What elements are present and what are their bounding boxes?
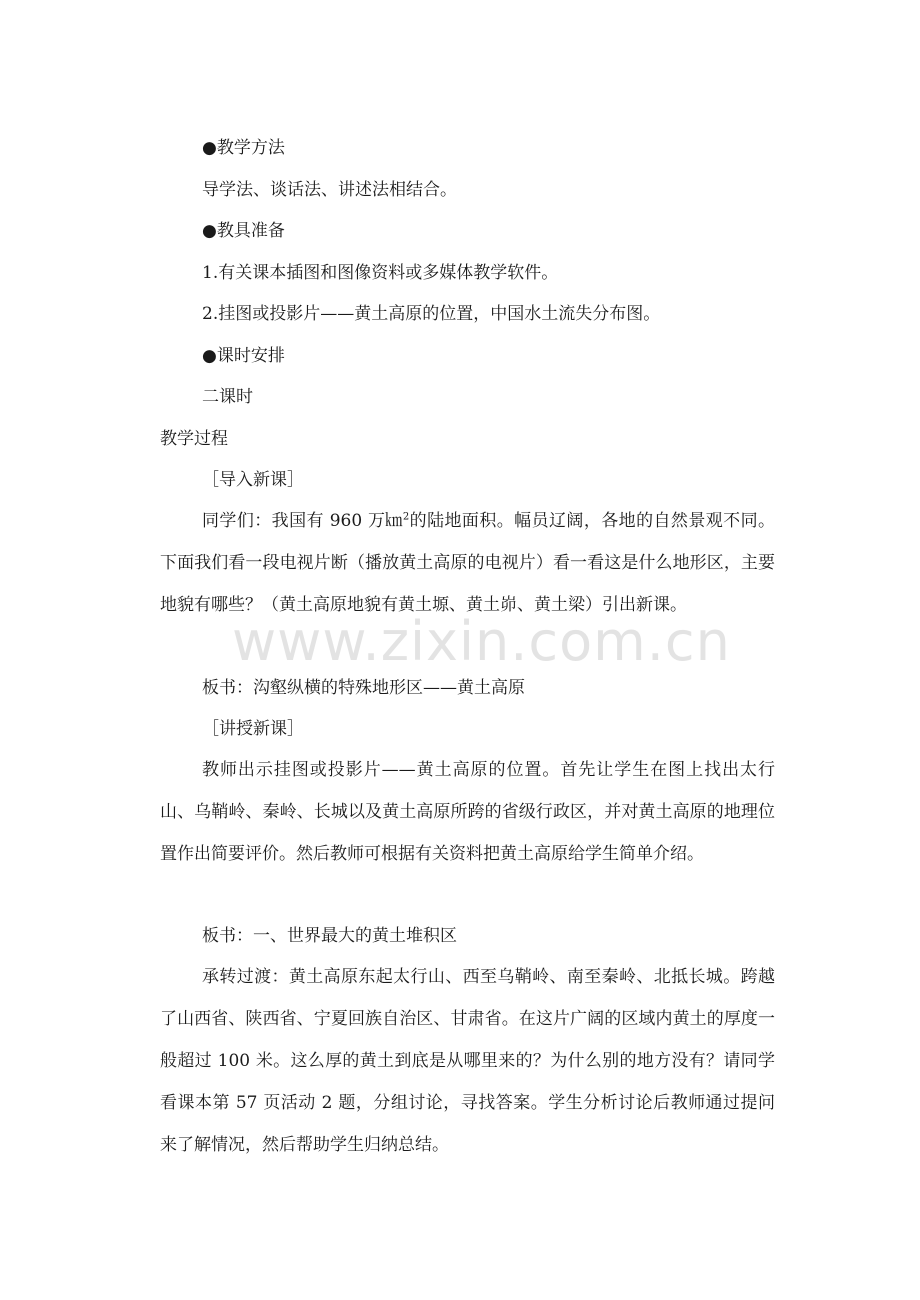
lecture-paragraph: 教师出示挂图或投影片——黄土高原的位置。首先让学生在图上找出太行山、乌鞘岭、秦岭、长城以及黄土高原所跨的省级行政区，并对黄土高原的地理位置作出简要评价。然后教师可根据有关资料把黄土高原给学生简单介绍。 bbox=[160, 760, 775, 864]
intro-label: ［导入新课］ bbox=[202, 470, 304, 490]
tools-heading: ●教具准备 bbox=[202, 221, 285, 241]
method-text: 导学法、谈话法、讲述法相结合。 bbox=[202, 180, 457, 200]
process-heading: 教学过程 bbox=[160, 429, 228, 449]
tools-item-2: 2.挂图或投影片——黄土高原的位置，中国水土流失分布图。 bbox=[202, 304, 661, 324]
area-superscript: 2 bbox=[402, 511, 410, 523]
board-note-1: 板书：沟壑纵横的特殊地形区——黄土高原 bbox=[202, 678, 525, 698]
schedule-text: 二课时 bbox=[202, 387, 253, 407]
intro-text-a: 同学们：我国有 960 万㎞ bbox=[202, 511, 403, 531]
transition-paragraph: 承转过渡：黄土高原东起太行山、西至乌鞘岭、南至秦岭、北抵长城。跨越了山西省、陕西省、宁夏回族自治区、甘肃省。在这片广阔的区域内黄土的厚度一般超过 100 米。这么厚的黄土到底是从哪里来的？为什么别的地方没有？请同学看课本第 57 页活动 2 题，分组讨论，寻找答案。学生分析讨论后教师通过提问来了解情况，然后帮助学生归纳总结。 bbox=[160, 967, 775, 1155]
watermark: www.zixin.com.cn bbox=[232, 610, 731, 673]
tools-item-1: 1.有关课本插图和图像资料或多媒体教学软件。 bbox=[202, 263, 559, 283]
schedule-heading: ●课时安排 bbox=[202, 346, 285, 366]
board-note-2: 板书：一、世界最大的黄土堆积区 bbox=[202, 926, 457, 946]
intro-text-b: 的陆地面积。幅员辽阔，各地的自然景观不同。下面我们看一段电视片断（播放黄土高原的电视片）看一看这是什么地形区，主要地貌有哪些？（黄土高原地貌有黄土塬、黄土峁、黄土梁）引出新课。 bbox=[160, 511, 776, 615]
lecture-label: ［讲授新课］ bbox=[202, 719, 304, 739]
intro-paragraph bbox=[160, 500, 775, 626]
method-heading: ●教学方法 bbox=[202, 138, 285, 158]
